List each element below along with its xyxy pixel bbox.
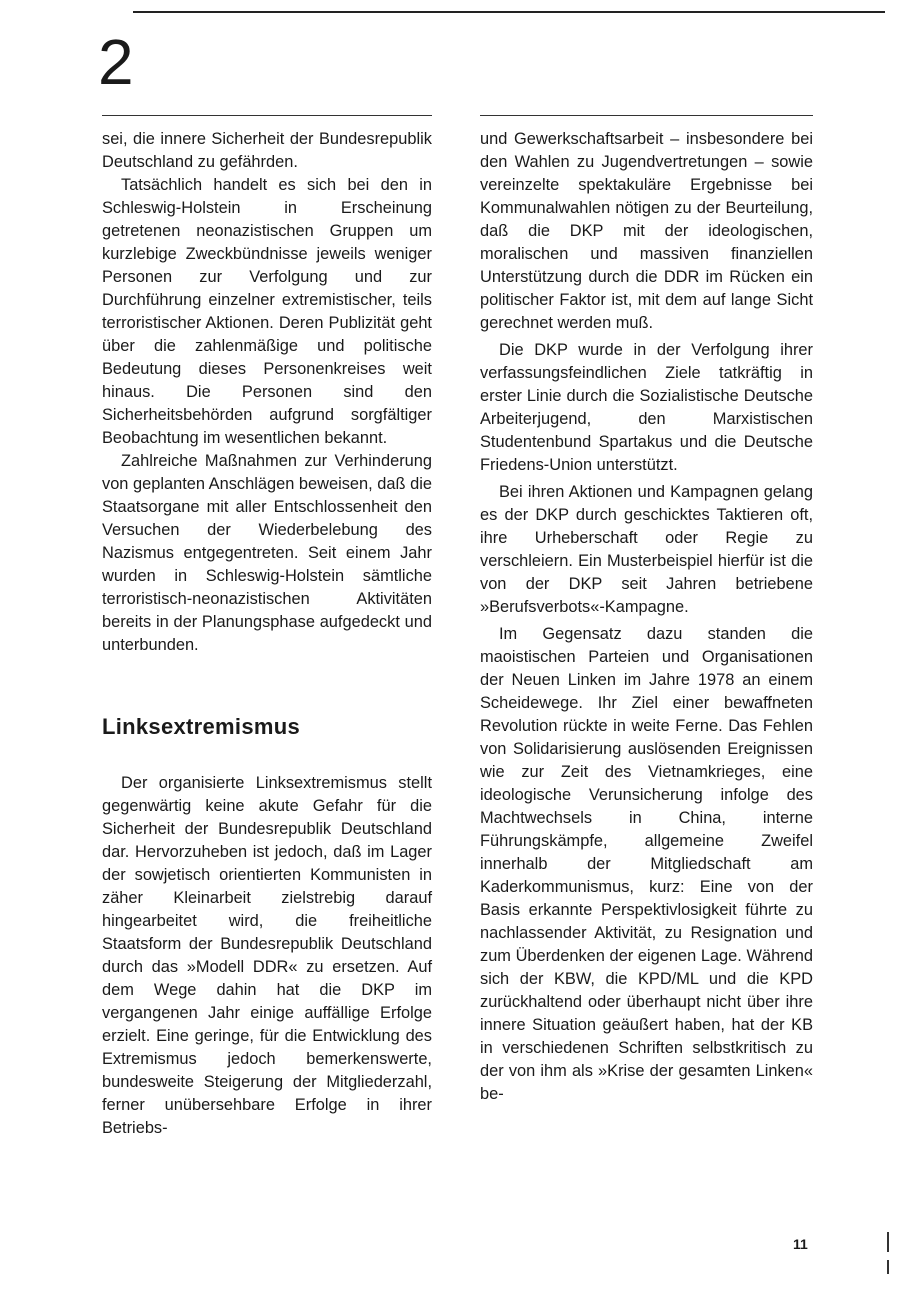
paragraph: Die DKP wurde in der Verfolgung ihrer verfassungsfeindlichen Ziele tatkräftig in erster Linie durch die Sozialistische Deutsche Arbeiterjugend, den Marxistischen Studentenbund Spartakus und die Deutsche Friedens-Union unterstützt. [480,341,813,474]
edge-mark [887,1260,889,1274]
paragraph: Bei ihren Aktionen und Kampagnen gelang es der DKP durch geschicktes Taktieren oft, ihre Urheberschaft oder Regie zu verschleiern. Ein Musterbeispiel hierfür ist die von der DKP seit Jahren betriebene »Berufsverbots«-Kampagne. [480,483,813,616]
chapter-number: 2 [98,26,134,98]
paragraph: Tatsächlich handelt es sich bei den in Schleswig-Holstein in Erscheinung getretenen neonazistischen Gruppen um kurzlebige Zweckbündnisse jeweils weniger Personen zur Verfolgung und zur Durchführung einzelner extremistischer, teils terroristischer Aktionen. Deren Publizität geht über die zahlenmäßige und politische Bedeutung dieses Personenkreises weit hinaus. Die Personen sind den Sicherheitsbehörden aufgrund sorgfältiger Beobachtung im wesentlichen bekannt. [102,176,432,447]
paragraph: Zahlreiche Maßnahmen zur Verhinderung von geplanten Anschlägen beweisen, daß die Staatsorgane mit aller Entschlossenheit den Versuchen der Wiederbelebung des Nazismus entgegentreten. Seit einem Jahr wurden in Schleswig-Holstein sämtliche terroristisch-neonazistischen Aktivitäten bereits in der Planungsphase aufgedeckt und unterbunden. [102,452,432,654]
right-column [480,128,813,1106]
left-column-rule [102,115,432,116]
section-heading: Linksextremismus [102,714,300,739]
paragraph: sei, die innere Sicherheit der Bundesrepublik Deutschland zu gefährden. [102,130,432,171]
page-number: 11 [793,1236,808,1252]
paragraph: Im Gegensatz dazu standen die maoistischen Parteien und Organisationen der Neuen Linken im Jahre 1978 an einem Scheidewege. Ihr Ziel einer bewaffneten Revolution rückte in weite Ferne. Das Fehlen von Solidarisierung auslösenden Ereignissen wie zur Zeit des Vietnamkrieges, eine ideologische Verunsicherung infolge des Machtwechsels in China, interne Führungskämpfe, allgemeine Zweifel innerhalb der Mitgliedschaft am Kaderkommunismus, kurz: Eine von der Basis erkannte Perspektivlosigkeit führte zu nachlassender Aktivität, zu Resignation und zum Überdenken der eigenen Lage. Während sich der KBW, die KPD/ML und die KPD zurückhaltend oder überhaupt nicht über ihre innere Situation geäußert haben, hat der KB in verschiedenen Schriften selbstkritisch zu der von ihm als »Krise der gesamten Linken« be- [480,625,813,1103]
left-column [102,128,432,1140]
right-column-rule [480,115,813,116]
paragraph: und Gewerkschaftsarbeit – insbesondere bei den Wahlen zu Jugendvertretungen – sowie vereinzelte spektakuläre Ergebnisse bei Kommunalwahlen nötigen zu der Beurteilung, daß die DKP mit der ideologischen, moralischen und massiven finanziellen Unterstützung durch die DDR im Rücken ein politischer Faktor ist, mit dem auf lange Sicht gerechnet werden muß. [480,130,813,332]
paragraph: Der organisierte Linksextremismus stellt gegenwärtig keine akute Gefahr für die Sicherheit der Bundesrepublik Deutschland dar. Hervorzuheben ist jedoch, daß im Lager der sowjetisch orientierten Kommunisten in zäher Kleinarbeit zielstrebig darauf hingearbeitet wird, die freiheitliche Staatsform der Bundesrepublik Deutschland durch das »Modell DDR« zu ersetzen. Auf dem Wege dahin hat die DKP im vergangenen Jahr einige auffällige Erfolge erzielt. Eine geringe, für die Entwicklung des Extremismus jedoch bemerkenswerte, bundesweite Steigerung der Mitgliederzahl, ferner unübersehbare Erfolge in ihrer Betriebs- [102,774,432,1137]
top-rule [133,11,885,13]
edge-mark [887,1232,889,1252]
